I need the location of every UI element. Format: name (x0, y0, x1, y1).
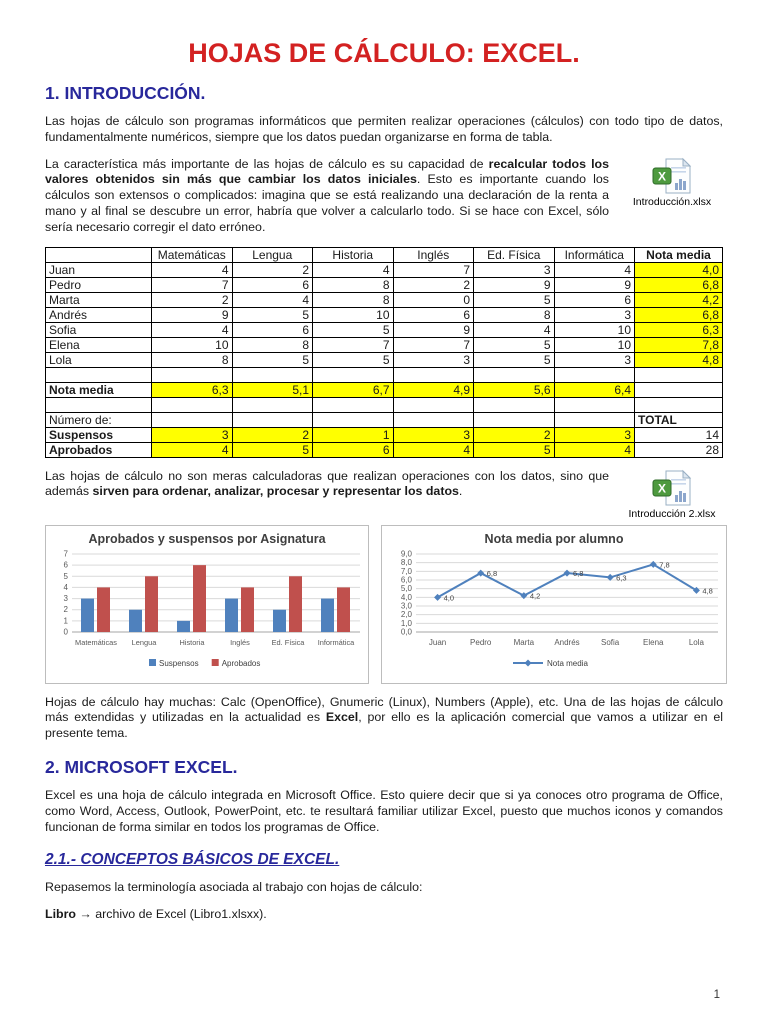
grade-cell (46, 397, 152, 412)
grade-cell (635, 382, 723, 397)
grades-table-body (46, 262, 723, 457)
bar-aprobados (337, 587, 350, 632)
grade-cell: 3 (152, 427, 233, 442)
grade-cell: 6,8 (635, 277, 723, 292)
y-tick-label: 0 (63, 627, 68, 637)
bar-aprobados (145, 576, 158, 632)
document-page (0, 38, 768, 923)
bar-suspensos (273, 609, 286, 631)
text-run: , por ello es la aplicación comercial que vamos a utilizar en el presente tema. (45, 710, 724, 741)
grade-cell (554, 397, 635, 412)
y-tick-label: 3 (63, 593, 68, 603)
grade-cell: 9 (152, 307, 233, 322)
grade-cell (232, 367, 313, 382)
table-row (46, 382, 723, 397)
column-header: Inglés (393, 247, 474, 262)
grade-cell: Elena (46, 337, 152, 352)
grade-cell: 14 (635, 427, 723, 442)
excel-file-icon (651, 469, 693, 507)
grade-cell: 6 (232, 277, 313, 292)
grade-cell: 2 (232, 262, 313, 277)
grade-cell: 4 (554, 442, 635, 457)
y-tick-label: 9,0 (400, 549, 412, 559)
table-row (46, 412, 723, 427)
grade-cell: 6,8 (635, 307, 723, 322)
y-tick-label: 4,0 (400, 592, 412, 602)
grade-cell (313, 397, 394, 412)
y-tick-label: 3,0 (400, 601, 412, 611)
legend-label: Nota media (547, 658, 588, 668)
chart-aprobados-suspensos (45, 525, 369, 684)
grade-cell: 4 (232, 292, 313, 307)
legend-swatch (149, 659, 156, 666)
grade-cell: 7 (393, 262, 474, 277)
column-header (46, 247, 152, 262)
x-tick-label: Lola (688, 637, 704, 647)
grade-cell (152, 367, 233, 382)
grade-cell: 5 (232, 442, 313, 457)
legend-label: Aprobados (221, 658, 261, 668)
grade-cell (393, 412, 474, 427)
svg-text:X: X (657, 481, 667, 496)
grade-cell: 4 (393, 442, 474, 457)
x-tick-label: Matemáticas (75, 637, 117, 647)
table-row (46, 307, 723, 322)
grade-cell: 5 (232, 307, 313, 322)
x-tick-label: Elena (643, 637, 664, 647)
column-header: Lengua (232, 247, 313, 262)
grade-cell: 2 (232, 427, 313, 442)
paragraph-excel-office (45, 788, 723, 835)
grade-cell: Suspensos (46, 427, 152, 442)
x-tick-label: Inglés (230, 637, 250, 647)
grade-cell: Sofia (46, 322, 152, 337)
text-run: . (458, 484, 463, 499)
x-tick-label: Historia (179, 637, 205, 647)
grade-cell: 4,9 (393, 382, 474, 397)
bar-aprobados (193, 565, 206, 632)
grade-cell: 3 (393, 352, 474, 367)
y-tick-label: 0,0 (400, 627, 412, 637)
grade-cell (554, 412, 635, 427)
data-label: 4,8 (702, 585, 713, 595)
grade-cell: 8 (232, 337, 313, 352)
excel-file-label: Introducción 2.xlsx (628, 507, 716, 520)
bar-suspensos (321, 598, 334, 631)
section-heading-microsoft-excel: 2. MICROSOFT EXCEL. (45, 756, 238, 777)
y-tick-label: 4 (63, 582, 68, 592)
grade-cell: Marta (46, 292, 152, 307)
line-marker (520, 592, 527, 599)
grade-cell (232, 412, 313, 427)
y-tick-label: 2 (63, 604, 68, 614)
table-row (46, 427, 723, 442)
x-tick-label: Informática (317, 637, 355, 647)
line-marker (525, 659, 532, 666)
grade-cell: 4 (152, 322, 233, 337)
y-tick-label: 1,0 (400, 618, 412, 628)
table-header-row (46, 247, 723, 262)
bar-suspensos (177, 620, 190, 631)
grade-cell: 4,8 (635, 352, 723, 367)
chart-title: Nota media por alumno (484, 531, 624, 546)
column-header: Nota media (635, 247, 723, 262)
grade-cell (474, 412, 555, 427)
grade-cell: Lola (46, 352, 152, 367)
table-row (46, 367, 723, 382)
grade-cell: 8 (313, 292, 394, 307)
grade-cell (474, 397, 555, 412)
grade-cell: 4 (474, 322, 555, 337)
excel-file-icon (651, 157, 693, 195)
grade-cell: Aprobados (46, 442, 152, 457)
grade-cell: 5,1 (232, 382, 313, 397)
text-run: Hojas de cálculo hay muchas: Calc (OpenOffice), Gnumeric (Linux), Numbers (Apple), etc. Una de las hojas de cálculo más extendidas y utilizadas en la actualidad es (45, 694, 723, 725)
y-tick-label: 6,0 (400, 575, 412, 585)
svg-text:X: X (657, 169, 667, 184)
grade-cell: 6 (393, 307, 474, 322)
grade-cell: 3 (554, 427, 635, 442)
grade-cell: Andrés (46, 307, 152, 322)
grade-cell: 6 (313, 442, 394, 457)
grade-cell (46, 367, 152, 382)
data-label: 4,0 (443, 592, 455, 602)
grade-cell: 10 (152, 337, 233, 352)
table-row (46, 397, 723, 412)
grade-cell (554, 367, 635, 382)
grade-cell: 4,0 (635, 262, 723, 277)
x-tick-label: Andrés (554, 637, 580, 647)
grade-cell: 4 (152, 442, 233, 457)
grade-cell (393, 367, 474, 382)
excel-file-label: Introducción.xlsx (632, 195, 712, 208)
grades-table-header (46, 247, 723, 262)
data-label: 6,3 (616, 572, 627, 582)
grade-cell: 3 (554, 352, 635, 367)
grade-cell: 6,3 (152, 382, 233, 397)
grade-cell: 7 (393, 337, 474, 352)
bold-text-run: recalcular todos los valores obtenidos sin más que cambiar los datos iniciales (45, 156, 609, 187)
line-marker (564, 569, 571, 576)
paragraph-definicion (45, 114, 723, 146)
grade-cell: 7 (152, 277, 233, 292)
data-line (438, 564, 697, 597)
grade-cell: 9 (393, 322, 474, 337)
bar-suspensos (225, 598, 238, 631)
attachment-introduccion-xlsx (621, 157, 723, 209)
grade-cell: 10 (313, 307, 394, 322)
grade-cell: 7 (313, 337, 394, 352)
grade-cell: 3 (554, 307, 635, 322)
grade-cell: 0 (393, 292, 474, 307)
chart-title: Aprobados y suspensos por Asignatura (88, 531, 326, 546)
page-number: 1 (713, 989, 720, 1001)
bar-aprobados (289, 576, 302, 632)
bold-text-run: Excel (325, 710, 359, 725)
grade-cell: 4 (554, 262, 635, 277)
paragraph-libro (45, 907, 723, 923)
table-row (46, 352, 723, 367)
table-row (46, 337, 723, 352)
bar-aprobados (241, 587, 254, 632)
grade-cell: 4 (313, 262, 394, 277)
line-chart (382, 526, 726, 678)
paragraph-hojas-hay-muchas (45, 695, 723, 742)
grade-cell (313, 367, 394, 382)
grades-table (45, 247, 723, 458)
grade-cell: Nota media (46, 382, 152, 397)
table-row (46, 262, 723, 277)
table-row (46, 292, 723, 307)
grade-cell (635, 397, 723, 412)
grade-cell: 4 (152, 262, 233, 277)
grade-cell: 10 (554, 322, 635, 337)
column-header: Historia (313, 247, 394, 262)
grade-cell: 9 (474, 277, 555, 292)
bar-suspensos (129, 609, 142, 631)
column-header: Matemáticas (152, 247, 233, 262)
grade-cell: 5 (474, 442, 555, 457)
grade-cell: 4,2 (635, 292, 723, 307)
grade-cell: 5 (474, 352, 555, 367)
grade-cell: 5 (474, 337, 555, 352)
text-run: Las hojas de cálculo no son meras calculadoras que realizan operaciones con los datos, sino que además (45, 468, 609, 499)
grade-cell (313, 412, 394, 427)
y-tick-label: 6 (63, 560, 68, 570)
grade-cell: 2 (393, 277, 474, 292)
grade-cell: 8 (313, 277, 394, 292)
grade-cell: 5 (474, 292, 555, 307)
y-tick-label: 7,0 (400, 566, 412, 576)
section-heading-introduccion: 1. INTRODUCCIÓN. (45, 83, 206, 103)
text-run: Repasemos la terminología asociada al trabajo con hojas de cálculo: (45, 880, 423, 895)
bar-chart (46, 526, 368, 678)
grade-cell: 6 (232, 322, 313, 337)
subsection-heading-conceptos-basicos: 2.1.- CONCEPTOS BÁSICOS DE EXCEL. (45, 851, 340, 869)
grade-cell: 5 (232, 352, 313, 367)
grade-cell: 6,3 (635, 322, 723, 337)
data-label: 7,8 (659, 559, 670, 569)
grade-cell: 8 (152, 352, 233, 367)
grade-cell: 6 (554, 292, 635, 307)
grade-cell: 8 (474, 307, 555, 322)
grade-cell: 5 (313, 352, 394, 367)
table-row (46, 322, 723, 337)
grade-cell: 6,4 (554, 382, 635, 397)
table-row (46, 442, 723, 457)
column-header: Informática (554, 247, 635, 262)
text-run: Excel es una hoja de cálculo integrada en Microsoft Office. Esto quiere decir que si ya conoces otro programa de Office, como Word, Access, Outlook, PowerPoint, etc. te resultará familiar utilizar Excel, puesto que muchos iconos y comandos funcionan de forma similar en todos los programas de Office. (45, 787, 723, 834)
y-tick-label: 7 (63, 549, 68, 559)
y-tick-label: 2,0 (400, 609, 412, 619)
x-tick-label: Juan (428, 637, 447, 647)
y-tick-label: 1 (63, 615, 68, 625)
text-run: La característica más importante de las hojas de cálculo es su capacidad de (45, 156, 489, 171)
grade-cell: 2 (152, 292, 233, 307)
grade-cell (152, 397, 233, 412)
column-header: Ed. Física (474, 247, 555, 262)
grade-cell (474, 367, 555, 382)
grade-cell: 1 (313, 427, 394, 442)
grade-cell (635, 367, 723, 382)
data-label: 4,2 (529, 591, 541, 601)
grade-cell (393, 397, 474, 412)
text-run: → archivo de Excel (Libro1.xlsxx). (75, 907, 267, 922)
grade-cell: Juan (46, 262, 152, 277)
grade-cell: 10 (554, 337, 635, 352)
paragraph-with-attachment (45, 157, 723, 236)
grade-cell: 9 (554, 277, 635, 292)
grade-cell: 5,6 (474, 382, 555, 397)
grade-cell: 3 (474, 262, 555, 277)
grade-cell: 2 (474, 427, 555, 442)
grade-cell (232, 397, 313, 412)
x-tick-label: Sofia (601, 637, 620, 647)
legend-swatch (212, 659, 219, 666)
grade-cell: 5 (313, 322, 394, 337)
paragraph-with-attachment (45, 468, 723, 520)
page-title: HOJAS DE CÁLCULO: EXCEL. (188, 38, 580, 68)
chart-nota-media (381, 525, 727, 684)
grade-cell: Pedro (46, 277, 152, 292)
bar-suspensos (81, 598, 94, 631)
text-run: . Esto es importante cuando los cálculos son extensos o complicados: imagina que se está realizando una declaración de la renta a mano y al final se descubre un error, habría que volver a calcularlo todo. Si se hace con Excel, sólo sería necesario corregir el dato erróneo. (45, 172, 609, 234)
bold-text-run: sirven para ordenar, analizar, procesar y representar los datos (92, 484, 459, 499)
grade-cell: 7,8 (635, 337, 723, 352)
grade-cell: Número de: (46, 412, 152, 427)
text-run: Las hojas de cálculo son programas informáticos que permiten realizar operaciones (cálculos) con todo tipo de datos, fundamentalmente numéricos, siempre que los datos puedan organizarse en forma de tabla. (45, 114, 723, 144)
data-label: 6,8 (573, 568, 584, 578)
bar-aprobados (97, 587, 110, 632)
bold-text-run: Libro (45, 907, 76, 922)
grade-cell (152, 412, 233, 427)
charts-row (45, 525, 723, 684)
y-tick-label: 8,0 (400, 557, 412, 567)
table-row (46, 277, 723, 292)
paragraph-repasemos (45, 880, 723, 896)
x-tick-label: Marta (513, 637, 535, 647)
y-tick-label: 5,0 (400, 583, 412, 593)
grade-cell: 28 (635, 442, 723, 457)
x-tick-label: Ed. Física (271, 637, 305, 647)
x-tick-label: Lengua (131, 637, 157, 647)
attachment-introduccion2-xlsx (621, 469, 723, 521)
y-tick-label: 5 (63, 571, 68, 581)
grade-cell: 6,7 (313, 382, 394, 397)
grade-cell: 3 (393, 427, 474, 442)
legend-label: Suspensos (159, 658, 199, 668)
data-label: 6,8 (486, 568, 498, 578)
grade-cell: TOTAL (635, 412, 723, 427)
x-tick-label: Pedro (470, 637, 492, 647)
